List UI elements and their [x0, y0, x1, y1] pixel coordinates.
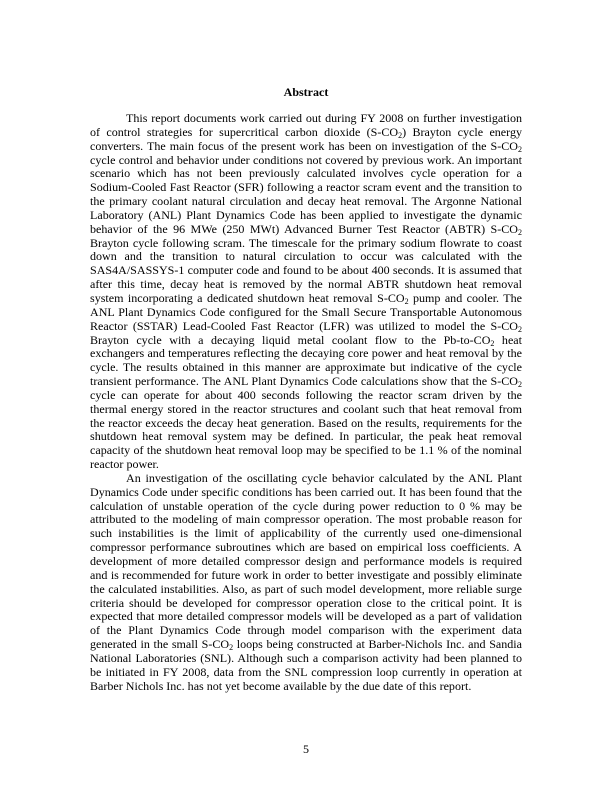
subscript: 2 — [229, 643, 234, 653]
abstract-paragraph-1: This report documents work carried out during FY 2008 on further investigation of control strategies for supercritical carbon dioxide $(S-CO_2)$ Brayton cycle energy converters. The main focus of the present work has been on investigation of the $S-CO_2$ cycle control and behavior under conditions not covered by previous work. An important scenario which has not been previously calculated involves cycle operation for a Sodium-Cooled Fast Reactor (SFR) following a reactor scram event and the transition to the primary coolant natural circulation and decay heat removal. The Argonne National Laboratory (ANL) Plant Dynamics Code has been applied to investigate the dynamic behavior of the 96 MWe (250 MWt) Advanced Burner Test Reactor (ABTR) $S-CO_2$ Brayton cycle following scram. The timescale for the primary sodium flowrate to coast down and the transition to natural circulation to occur was calculated with the SAS4A/SASSYS-1 computer code and found to be about 400 seconds. It is assumed that after this time, decay heat is removed by the normal ABTR shutdown heat removal system incorporating a dedicated shutdown heat removal $S-CO_2$ pump and cooler. The ANL Plant Dynamics Code configured for the Small Secure Transportable Autonomous Reactor (SSTAR) Lead-Cooled Fast Reactor (LFR) was utilized to model the $S-CO_2$ Brayton cycle with a decaying liquid metal coolant flow to the $Pb-to-CO_2$ heat exchangers and temperatures reflecting the decaying core power and heat removal by the cycle. The results obtained in this manner are approximate but indicative of the cycle transient performance. The ANL Plant Dynamics Code calculations show that the $S-CO_2$ cycle can operate for about 400 seconds following the reactor scram driven by the thermal energy stored in the reactor structures and coolant such that heat removal from the reactor exceeds the decay heat generation. Based on the results, requirements for the shutdown heat removal system may be defined. In particular, the peak heat removal capacity of the shutdown heat removal loop may be specified to be 1.1 % of the nominal reactor power. — [90, 111, 522, 472]
subscript: 2 — [398, 130, 403, 140]
subscript: 2 — [490, 338, 495, 348]
abstract-body — [90, 112, 522, 693]
subscript: 2 — [518, 324, 522, 334]
subscript: 2 — [518, 380, 522, 390]
subscript: 2 — [518, 144, 522, 154]
abstract-heading: Abstract — [283, 85, 329, 99]
subscript: 2 — [518, 227, 522, 237]
abstract-paragraph-2: An investigation of the oscillating cycle behavior calculated by the ANL Plant Dynamics Code under specific conditions has been carried out. It has been found that the calculation of unstable operation of the cycle during power reduction to 0 % may be attributed to the modeling of main compressor operation. The most probable reason for such instabilities is the limit of applicability of the currently used one-dimensional compressor performance subroutines which are based on empirical loss coefficients. A development of more detailed compressor design and performance models is required and is recommended for future work in order to better investigate and possibly eliminate the calculated instabilities. Also, as part of such model development, more reliable surge criteria should be developed for compressor operation close to the critical point. It is expected that more detailed compressor models will be developed as a part of validation of the Plant Dynamics Code through model comparison with the experiment data generated in the small $S-CO_2$ loops being constructed at Barber-Nichols Inc. and Sandia National Laboratories (SNL). Although such a comparison activity had been planned to be initiated in FY 2008, data from the SNL compression loop currently in operation at Barber Nichols Inc. has not yet become available by the due date of this report. — [90, 470, 522, 693]
subscript: 2 — [404, 296, 409, 306]
page-number: 5 — [303, 742, 309, 756]
